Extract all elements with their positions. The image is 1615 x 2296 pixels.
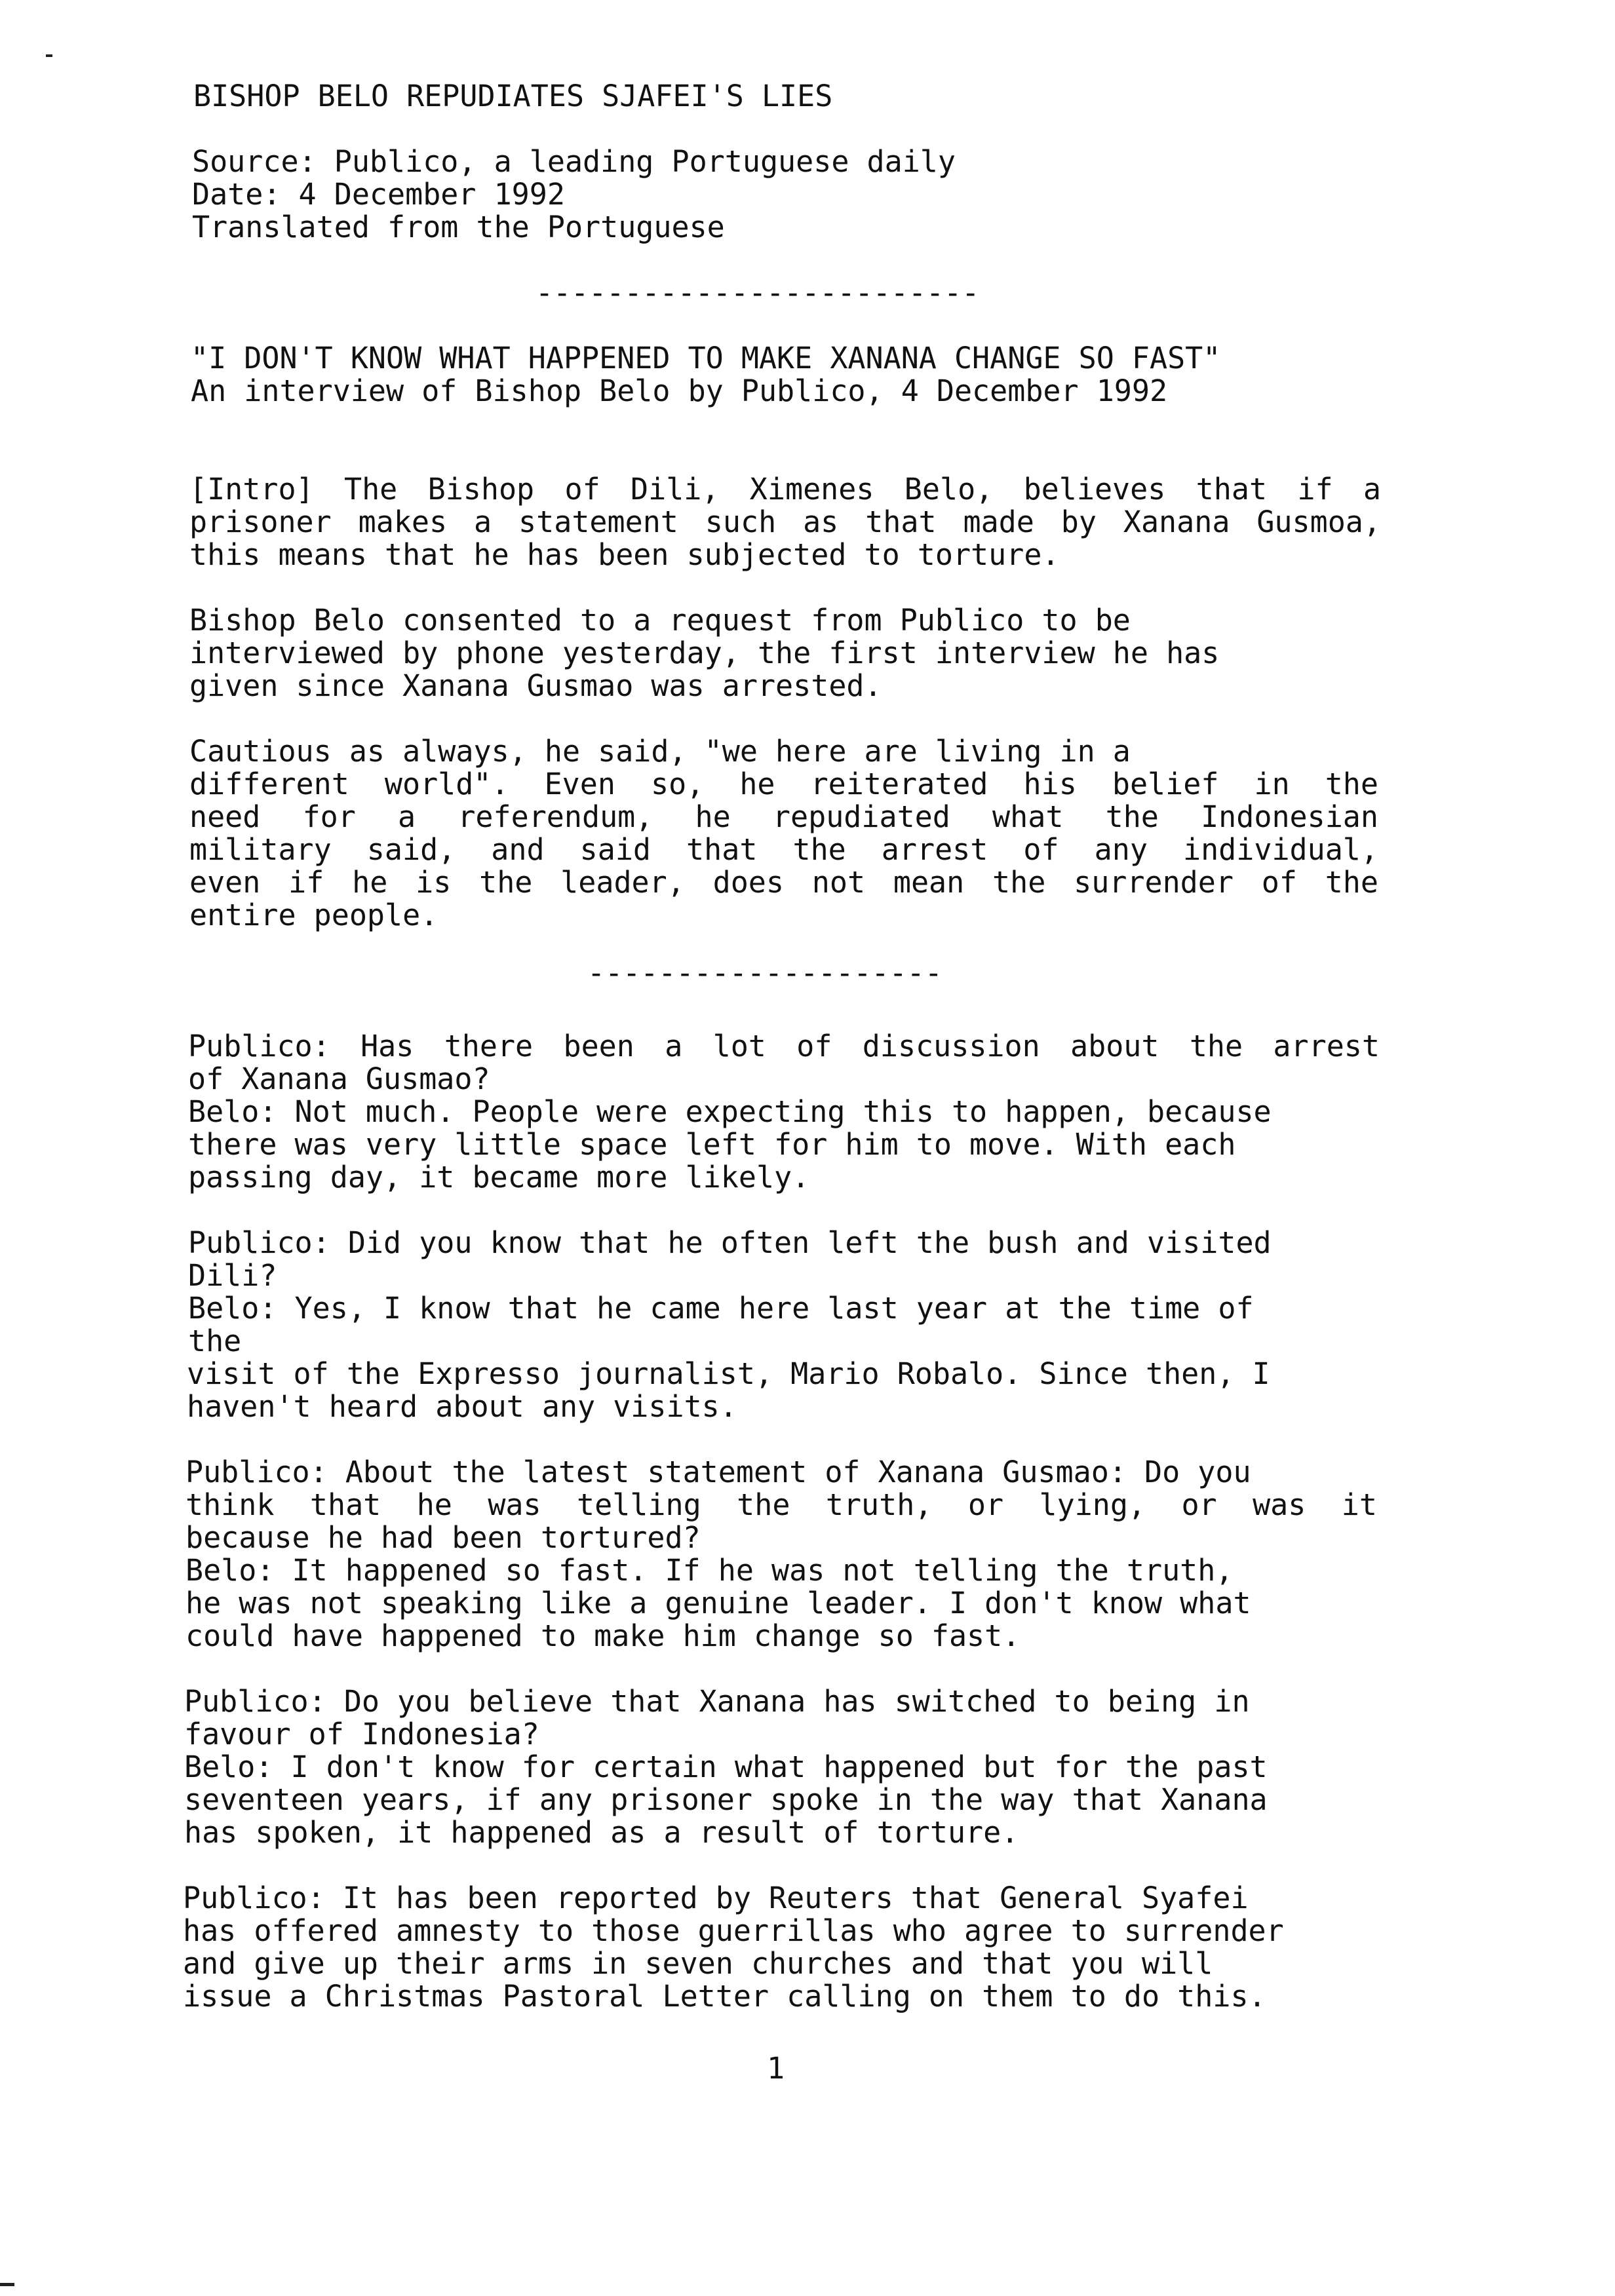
text-line: [Intro] The Bishop of Dili, Ximenes Belo, believes that if a: [189, 472, 1381, 507]
scan-mark-top-left: [46, 54, 52, 57]
text-line: passing day, it became more likely.: [188, 1160, 810, 1195]
text-line: has offered amnesty to those guerrillas who agree to surrender: [183, 1913, 1284, 1948]
text-line: military said, and said that the arrest of any individual,: [189, 832, 1378, 867]
text-line: could have happened to make him change so fast.: [185, 1618, 1021, 1653]
page-number: 1: [767, 2051, 785, 2086]
text-line: of Xanana Gusmao?: [188, 1062, 490, 1096]
text-line: Publico: Has there been a lot of discussion about the arrest: [188, 1029, 1380, 1063]
text-line: issue a Christmas Pastoral Letter calling on them to do this.: [183, 1979, 1266, 2014]
text-line: interviewed by phone yesterday, the first interview he has: [189, 636, 1220, 670]
text-line: because he had been tortured?: [185, 1520, 701, 1555]
text-line: Publico: Do you believe that Xanana has switched to being in: [184, 1684, 1250, 1719]
text-line: given since Xanana Gusmao was arrested.: [189, 668, 882, 703]
text-line: Publico: It has been reported by Reuters that General Syafei: [183, 1881, 1249, 1915]
text-line: has spoken, it happened as a result of torture.: [184, 1815, 1019, 1850]
text-line: Publico: About the latest statement of Xanana Gusmao: Do you: [185, 1455, 1251, 1489]
text-line: the: [188, 1324, 242, 1358]
text-line: and give up their arms in seven churches and that you will: [183, 1946, 1213, 1981]
text-line: Cautious as always, he said, "we here are living in a: [189, 734, 1131, 769]
date-line: Date: 4 December 1992: [192, 177, 565, 212]
text-line: Belo: It happened so fast. If he was not telling the truth,: [185, 1553, 1234, 1588]
text-line: Belo: I don't know for certain what happened but for the past: [184, 1750, 1268, 1784]
separator-line: -------------------------: [535, 275, 980, 310]
text-line: Belo: Not much. People were expecting this to happen, because: [188, 1094, 1272, 1129]
text-line: he was not speaking like a genuine leader. I don't know what: [185, 1586, 1251, 1620]
text-line: visit of the Expresso journalist, Mario Robalo. Since then, I: [187, 1356, 1270, 1391]
document-title: BISHOP BELO REPUDIATES SJAFEI'S LIES: [193, 79, 833, 113]
text-line: entire people.: [189, 898, 438, 932]
text-line: prisoner makes a statement such as that made by Xanana Gusmoa,: [189, 505, 1381, 539]
source-line: Source: Publico, a leading Portuguese daily: [192, 144, 956, 179]
headline-quote: "I DON'T KNOW WHAT HAPPENED TO MAKE XANANA CHANGE SO FAST": [191, 341, 1221, 375]
text-line: seventeen years, if any prisoner spoke in the way that Xanana: [184, 1782, 1268, 1817]
text-line: need for a referendum, he repudiated what the Indonesian: [189, 799, 1378, 834]
text-line: this means that he has been subjected to torture.: [189, 537, 1060, 572]
scan-mark-bottom-left: [0, 2283, 14, 2286]
separator-line: --------------------: [587, 955, 943, 990]
text-line: think that he was telling the truth, or lying, or was it: [185, 1487, 1377, 1522]
text-line: Dili?: [188, 1258, 277, 1293]
headline-subtitle: An interview of Bishop Belo by Publico, 4 December 1992: [191, 373, 1168, 408]
text-line: Bishop Belo consented to a request from Publico to be: [189, 603, 1131, 638]
text-line: even if he is the leader, does not mean the surrender of the: [189, 865, 1378, 900]
text-line: favour of Indonesia?: [184, 1717, 539, 1751]
text-line: different world". Even so, he reiterated his belief in the: [189, 767, 1378, 801]
text-line: Publico: Did you know that he often left the bush and visited: [188, 1225, 1272, 1260]
text-line: there was very little space left for him to move. With each: [188, 1127, 1236, 1162]
translation-note: Translated from the Portuguese: [192, 210, 725, 244]
text-line: Belo: Yes, I know that he came here last year at the time of: [188, 1291, 1254, 1326]
text-line: haven't heard about any visits.: [187, 1389, 737, 1424]
